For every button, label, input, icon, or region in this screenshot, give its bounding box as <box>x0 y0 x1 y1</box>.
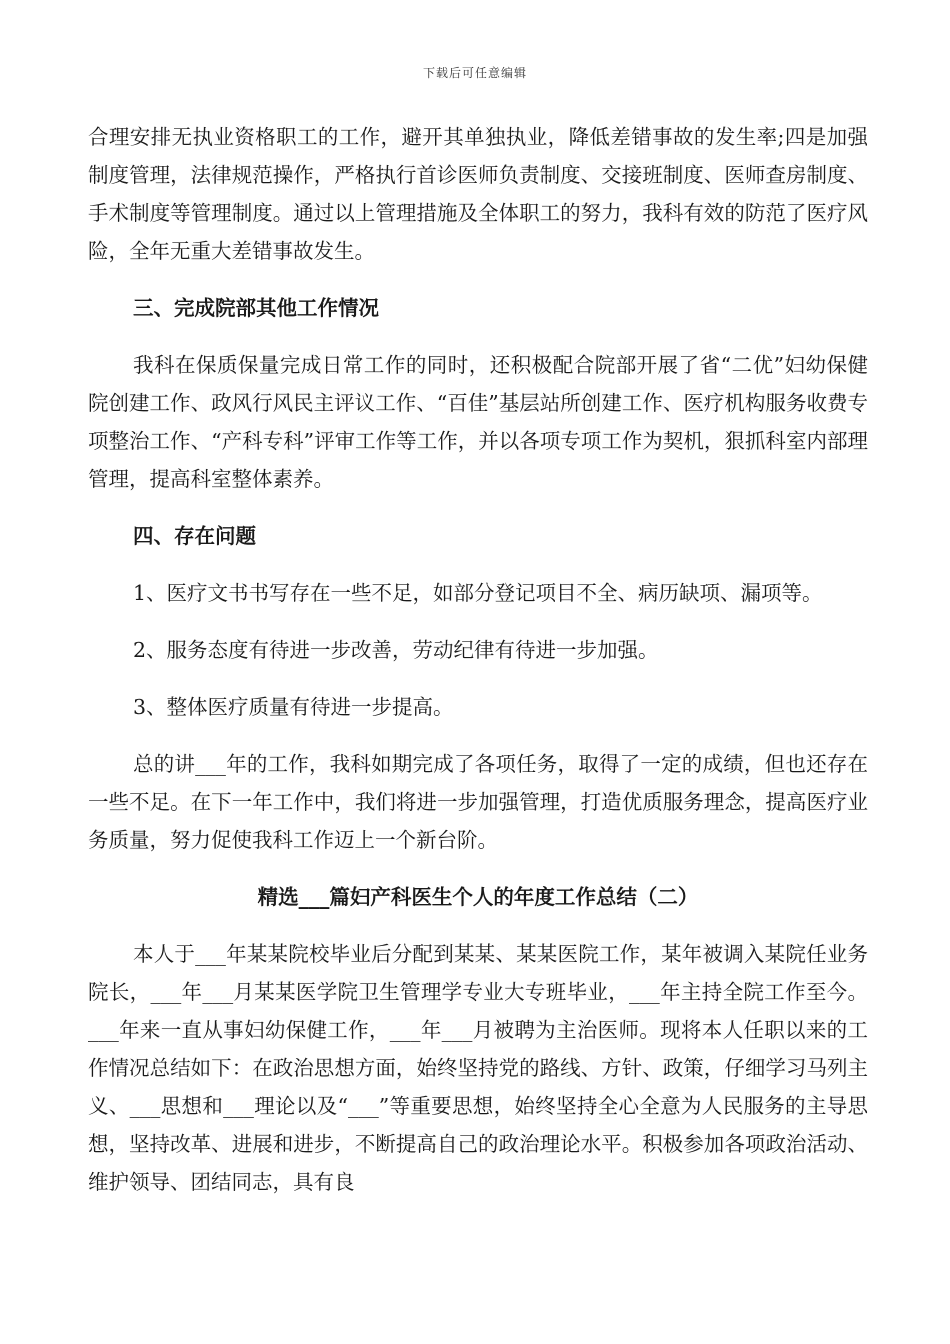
paragraph-intro: 合理安排无执业资格职工的工作，避开其单独执业，降低差错事故的发生率;四是加强制度管理，法律规范操作，严格执行首诊医师负责制度、交接班制度、医师查房制度、手术制度等管理制度。通过以上管理措施及全体职工的努力，我科有效的防范了医疗风险，全年无重大差错事故发生。 <box>88 125 868 263</box>
issue-item-3: 3、整体医疗质量有待进一步提高。 <box>133 695 454 719</box>
paragraph-other-work: 我科在保质保量完成日常工作的同时，还积极配合院部开展了省“二优”妇幼保健院创建工作、政风行风民主评议工作、“百佳”基层站所创建工作、医疗机构服务收费专项整治工作、“产科专科”评审工作等工作，并以各项专项工作为契机，狠抓科室内部理管理，提高科室整体素养。 <box>88 353 868 491</box>
spacer <box>88 270 868 289</box>
section-heading-4: 四、存在问题 <box>133 524 256 548</box>
issue-item-2: 2、服务态度有待进一步改善，劳动纪律有待进一步加强。 <box>133 638 659 662</box>
spacer <box>88 327 868 346</box>
spacer <box>88 916 868 935</box>
spacer <box>88 555 868 574</box>
spacer <box>88 726 868 745</box>
section-title: 精选___篇妇产科医生个人的年度工作总结（二） <box>257 885 699 909</box>
paragraph-summary: 总的讲___年的工作，我科如期完成了各项任务，取得了一定的成绩，但也还存在一些不足。在下一年工作中，我们将进一步加强管理，打造优质服务理念，提高医疗业务质量，努力促使我科工作迈上一个新台阶。 <box>88 752 868 852</box>
spacer <box>88 612 868 631</box>
spacer <box>88 498 868 517</box>
page-header-note: 下载后可任意编辑 <box>422 66 527 80</box>
document-body <box>88 118 868 1201</box>
section-heading-3: 三、完成院部其他工作情况 <box>133 296 379 320</box>
spacer <box>88 669 868 688</box>
paragraph-personal-summary: 本人于___年某某院校毕业后分配到某某、某某医院工作，某年被调入某院任业务院长，___年___月某某医学院卫生管理学专业大专班毕业，___年主持全院工作至今。___年来一直从事妇幼保健工作，___年___月被聘为主治医师。现将本人任职以来的工作情况总结如下：在政治思想方面，始终坚持党的路线、方针、政策，仔细学习马列主义、___思想和___理论以及“___”等重要思想，始终坚持全心全意为人民服务的主导思想，坚持改革、进展和进步，不断提高自己的政治理论水平。积极参加各项政治活动、维护领导、团结同志，具有良 <box>88 942 868 1194</box>
issue-item-1: 1、医疗文书书写存在一些不足，如部分登记项目不全、病历缺项、漏项等。 <box>133 581 823 605</box>
spacer <box>88 859 868 878</box>
